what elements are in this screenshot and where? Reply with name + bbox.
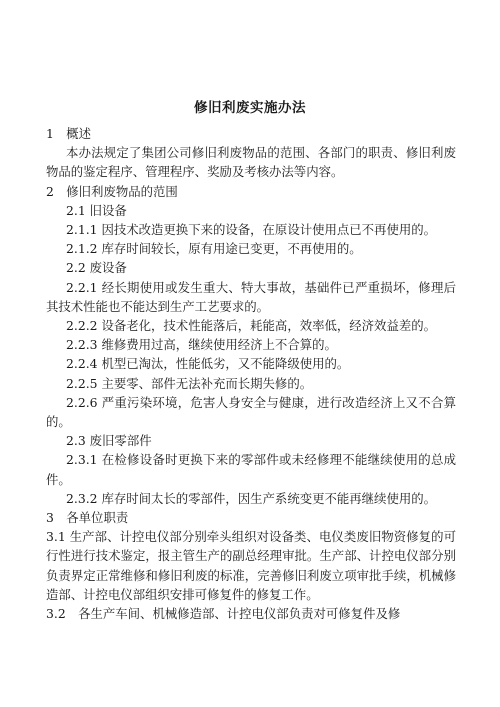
subsection-heading: 2.3 废旧零部件 [66,433,152,449]
section-heading-1: 1 概述 [46,126,92,141]
list-item: 2.1.1 因技术改造更换下来的设备，在原设计使用点已不再使用的。 [66,222,437,238]
list-item: 2.2.2 设备老化，技术性能落后，耗能高，效率低，经济效益差的。 [66,318,437,334]
list-item: 2.2.6 严重污染环境，危害人身安全与健康，进行改造经济上又不合算的。 [46,394,456,430]
section-heading-3: 3 各单位职责 [46,510,129,526]
list-item: 2.3.2 库存时间太长的零部件，因生产系统变更不能再继续使用的。 [66,490,437,506]
overview-paragraph: 本办法规定了集团公司修旧利废物品的范围、各部门的职责、修旧利废物品的鉴定程序、管理程序、奖励及考核办法等内容。 [46,145,456,180]
list-item: 2.2.4 机型已淘汰，性能低劣，又不能降级使用的。 [66,356,350,372]
list-item: 2.1.2 库存时间较长，原有用途已变更，不再使用的。 [66,241,362,257]
list-item: 2.2.5 主要零、部件无法补充而长期失修的。 [66,375,313,391]
document-title: 修旧利废实施办法 [194,100,306,116]
subsection-heading: 2.1 旧设备 [66,202,127,218]
list-item: 2.2.1 经长期使用或发生重大、特大事故，基础件已严重损坏，修理后其技术性能也不能达到生产工艺要求的。 [46,279,456,314]
list-item: 2.3.1 在检修设备时更换下来的零部件或未经修理不能继续使用的总成件。 [46,452,456,487]
section-heading-2: 2 修旧利废物品的范围 [46,183,178,199]
document-body [46,124,456,623]
duty-paragraph: 3.1 生产部、计控电仪部分别牵头组织对设备类、电仪类废旧物资修复的可行性进行技术鉴定，报主管生产的副总经理审批。生产部、计控电仪部分别负责界定正常维修和修旧利废的标准，完善修旧利废立项审批手续，机械修造部、计控电仪部组织安排可修复件的修复工作。 [46,529,456,602]
subsection-heading: 2.2 废设备 [66,260,127,276]
list-item: 2.2.3 维修费用过高，继续使用经济上不合算的。 [66,337,337,353]
duty-paragraph: 3.2 各生产车间、机械修造部、计控电仪部负责对可修复件及修 [46,606,401,622]
